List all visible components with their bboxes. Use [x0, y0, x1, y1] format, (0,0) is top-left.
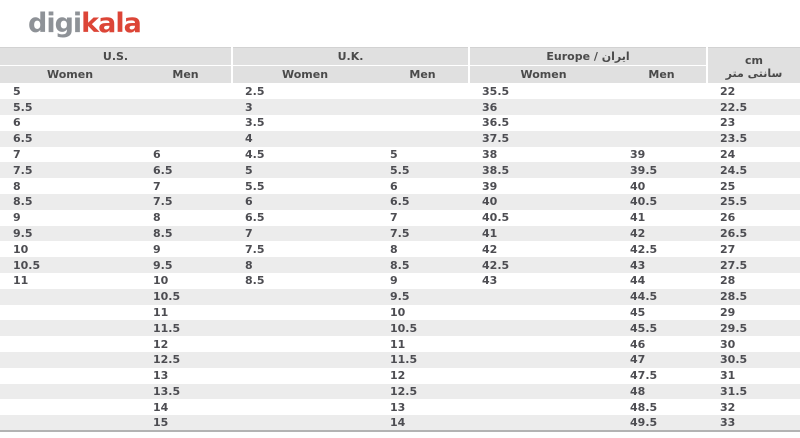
cm-label-farsi: سانتی متر: [725, 66, 783, 80]
size-cell: 8: [377, 241, 469, 257]
size-cell: 5.5: [377, 162, 469, 178]
size-cell: 12: [140, 336, 232, 352]
size-cell: 40.5: [469, 210, 617, 226]
table-row: [0, 257, 800, 273]
size-cell: 30: [707, 336, 800, 352]
size-cell: 6: [140, 147, 232, 163]
group-header-uk: U.K.: [232, 48, 469, 66]
table-row: [0, 162, 800, 178]
size-cell: 29: [707, 305, 800, 321]
size-cell: 35.5: [469, 84, 617, 100]
table-row: [0, 178, 800, 194]
size-cell: [469, 336, 617, 352]
size-cell: 9.5: [0, 226, 140, 242]
table-row: [0, 384, 800, 400]
table-row: [0, 320, 800, 336]
size-cell: 9: [0, 210, 140, 226]
table-row: [0, 84, 800, 100]
size-cell: 39: [617, 147, 707, 163]
size-cell: 39: [469, 178, 617, 194]
table-row: [0, 194, 800, 210]
size-cell: 10.5: [0, 257, 140, 273]
size-cell: 39.5: [617, 162, 707, 178]
size-cell: 8: [232, 257, 377, 273]
size-cell: 11: [0, 273, 140, 289]
size-cell: 42: [469, 241, 617, 257]
size-cell: 7.5: [377, 226, 469, 242]
col-header-us-men: Men: [140, 66, 232, 84]
size-cell: [232, 289, 377, 305]
size-cell: 44.5: [617, 289, 707, 305]
size-cell: 9: [377, 273, 469, 289]
table-row: [0, 99, 800, 115]
size-cell: 40: [469, 194, 617, 210]
group-header-us: U.S.: [0, 48, 232, 66]
size-cell: 13: [377, 399, 469, 415]
size-cell: 3: [232, 99, 377, 115]
size-cell: 9.5: [140, 257, 232, 273]
size-cell: 10: [377, 305, 469, 321]
size-cell: 36.5: [469, 115, 617, 131]
size-cell: 5: [232, 162, 377, 178]
size-cell: 33: [707, 415, 800, 431]
size-cell: 8.5: [0, 194, 140, 210]
col-header-uk-women: Women: [232, 66, 377, 84]
size-cell: [232, 399, 377, 415]
size-cell: 10: [140, 273, 232, 289]
size-cell: 40: [617, 178, 707, 194]
size-cell: [0, 368, 140, 384]
size-cell: [232, 368, 377, 384]
size-cell: 8.5: [232, 273, 377, 289]
logo-bar: [0, 0, 800, 47]
table-row: [0, 241, 800, 257]
table-row: [0, 336, 800, 352]
size-cell: 5.5: [0, 99, 140, 115]
size-cell: 10.5: [140, 289, 232, 305]
size-cell: 2.5: [232, 84, 377, 100]
table-row: [0, 352, 800, 368]
size-cell: [469, 305, 617, 321]
size-cell: 45.5: [617, 320, 707, 336]
size-cell: 12.5: [140, 352, 232, 368]
size-cell: 42.5: [469, 257, 617, 273]
size-cell: 23.5: [707, 131, 800, 147]
size-cell: [469, 352, 617, 368]
size-cell: 26: [707, 210, 800, 226]
size-cell: 5: [0, 84, 140, 100]
size-cell: [232, 352, 377, 368]
size-cell: 25.5: [707, 194, 800, 210]
size-cell: 49.5: [617, 415, 707, 431]
table-row: [0, 131, 800, 147]
size-cell: [469, 399, 617, 415]
size-cell: [377, 84, 469, 100]
size-cell: 48: [617, 384, 707, 400]
size-cell: 14: [377, 415, 469, 431]
size-cell: [140, 84, 232, 100]
size-cell: [0, 305, 140, 321]
size-cell: [469, 384, 617, 400]
size-cell: 23: [707, 115, 800, 131]
size-cell: 10: [0, 241, 140, 257]
size-cell: 47: [617, 352, 707, 368]
size-cell: [140, 115, 232, 131]
size-cell: 43: [469, 273, 617, 289]
table-row: [0, 210, 800, 226]
size-cell: 40.5: [617, 194, 707, 210]
size-cell: 11.5: [377, 352, 469, 368]
digikala-logo[interactable]: [28, 8, 141, 40]
size-cell: [377, 131, 469, 147]
col-header-us-women: Women: [0, 66, 140, 84]
size-cell: 11: [140, 305, 232, 321]
size-cell: 29.5: [707, 320, 800, 336]
size-cell: 27: [707, 241, 800, 257]
logo-text-digi: digi: [28, 8, 82, 39]
size-cell: 7: [140, 178, 232, 194]
size-cell: [0, 352, 140, 368]
size-cell: [140, 131, 232, 147]
table-row: [0, 147, 800, 163]
size-cell: 27.5: [707, 257, 800, 273]
size-cell: 28: [707, 273, 800, 289]
size-cell: 13.5: [140, 384, 232, 400]
size-cell: 31: [707, 368, 800, 384]
size-cell: [617, 115, 707, 131]
size-cell: [232, 336, 377, 352]
size-cell: 47.5: [617, 368, 707, 384]
size-cell: 6: [0, 115, 140, 131]
size-cell: 24.5: [707, 162, 800, 178]
size-cell: 10.5: [377, 320, 469, 336]
size-cell: [617, 84, 707, 100]
size-cell: [469, 289, 617, 305]
size-cell: 7.5: [232, 241, 377, 257]
size-cell: 41: [617, 210, 707, 226]
size-cell: 32: [707, 399, 800, 415]
size-cell: 22: [707, 84, 800, 100]
size-cell: [469, 320, 617, 336]
size-cell: [469, 368, 617, 384]
subheader-row: [0, 66, 800, 84]
size-cell: 7: [377, 210, 469, 226]
size-cell: [0, 289, 140, 305]
size-cell: 7.5: [140, 194, 232, 210]
size-cell: 38.5: [469, 162, 617, 178]
size-cell: [469, 415, 617, 431]
size-cell: 6: [377, 178, 469, 194]
table-row: [0, 226, 800, 242]
size-cell: 8.5: [140, 226, 232, 242]
size-cell: 14: [140, 399, 232, 415]
size-cell: 6.5: [0, 131, 140, 147]
size-cell: [377, 99, 469, 115]
size-cell: 26.5: [707, 226, 800, 242]
shoe-size-conversion-table: [0, 47, 800, 432]
group-header-cm: [707, 48, 800, 84]
table-row: [0, 368, 800, 384]
size-cell: 43: [617, 257, 707, 273]
size-cell: 3.5: [232, 115, 377, 131]
size-cell: [617, 131, 707, 147]
size-cell: 6: [232, 194, 377, 210]
size-cell: 11: [377, 336, 469, 352]
size-cell: 6.5: [140, 162, 232, 178]
group-header-europe-iran: Europe / ایران: [469, 48, 707, 66]
size-cell: [617, 99, 707, 115]
size-cell: 38: [469, 147, 617, 163]
size-cell: [232, 320, 377, 336]
size-cell: 8.5: [377, 257, 469, 273]
size-cell: 5.5: [232, 178, 377, 194]
size-table-body: [0, 84, 800, 432]
table-row: [0, 305, 800, 321]
table-row: [0, 415, 800, 431]
size-cell: 12: [377, 368, 469, 384]
group-header-row: [0, 48, 800, 66]
size-cell: [0, 320, 140, 336]
size-cell: 30.5: [707, 352, 800, 368]
size-cell: 22.5: [707, 99, 800, 115]
size-cell: 11.5: [140, 320, 232, 336]
size-cell: 31.5: [707, 384, 800, 400]
size-cell: [232, 384, 377, 400]
size-cell: 8: [0, 178, 140, 194]
cm-label: cm: [745, 53, 763, 67]
size-cell: 4.5: [232, 147, 377, 163]
size-cell: 6.5: [377, 194, 469, 210]
logo-text-kala: kala: [81, 8, 141, 39]
size-cell: [0, 336, 140, 352]
size-cell: 45: [617, 305, 707, 321]
size-cell: 9.5: [377, 289, 469, 305]
size-cell: 13: [140, 368, 232, 384]
table-row: [0, 115, 800, 131]
size-cell: 36: [469, 99, 617, 115]
table-row: [0, 399, 800, 415]
size-cell: [0, 384, 140, 400]
col-header-uk-men: Men: [377, 66, 469, 84]
size-cell: [0, 415, 140, 431]
size-cell: [377, 115, 469, 131]
size-cell: [232, 415, 377, 431]
size-cell: [232, 305, 377, 321]
size-cell: 42.5: [617, 241, 707, 257]
size-cell: 44: [617, 273, 707, 289]
size-cell: 12.5: [377, 384, 469, 400]
size-cell: 42: [617, 226, 707, 242]
size-cell: 46: [617, 336, 707, 352]
table-header: [0, 48, 800, 84]
size-cell: 15: [140, 415, 232, 431]
size-cell: 4: [232, 131, 377, 147]
size-cell: 9: [140, 241, 232, 257]
size-cell: [140, 99, 232, 115]
size-cell: 41: [469, 226, 617, 242]
size-cell: 8: [140, 210, 232, 226]
size-cell: 7: [0, 147, 140, 163]
table-row: [0, 289, 800, 305]
size-cell: 24: [707, 147, 800, 163]
size-cell: [0, 399, 140, 415]
col-header-europe-women: Women: [469, 66, 617, 84]
size-cell: 25: [707, 178, 800, 194]
size-cell: 7.5: [0, 162, 140, 178]
size-cell: 6.5: [232, 210, 377, 226]
col-header-europe-men: Men: [617, 66, 707, 84]
table-row: [0, 273, 800, 289]
size-cell: 7: [232, 226, 377, 242]
size-cell: 28.5: [707, 289, 800, 305]
size-cell: 5: [377, 147, 469, 163]
size-cell: 37.5: [469, 131, 617, 147]
size-cell: 48.5: [617, 399, 707, 415]
